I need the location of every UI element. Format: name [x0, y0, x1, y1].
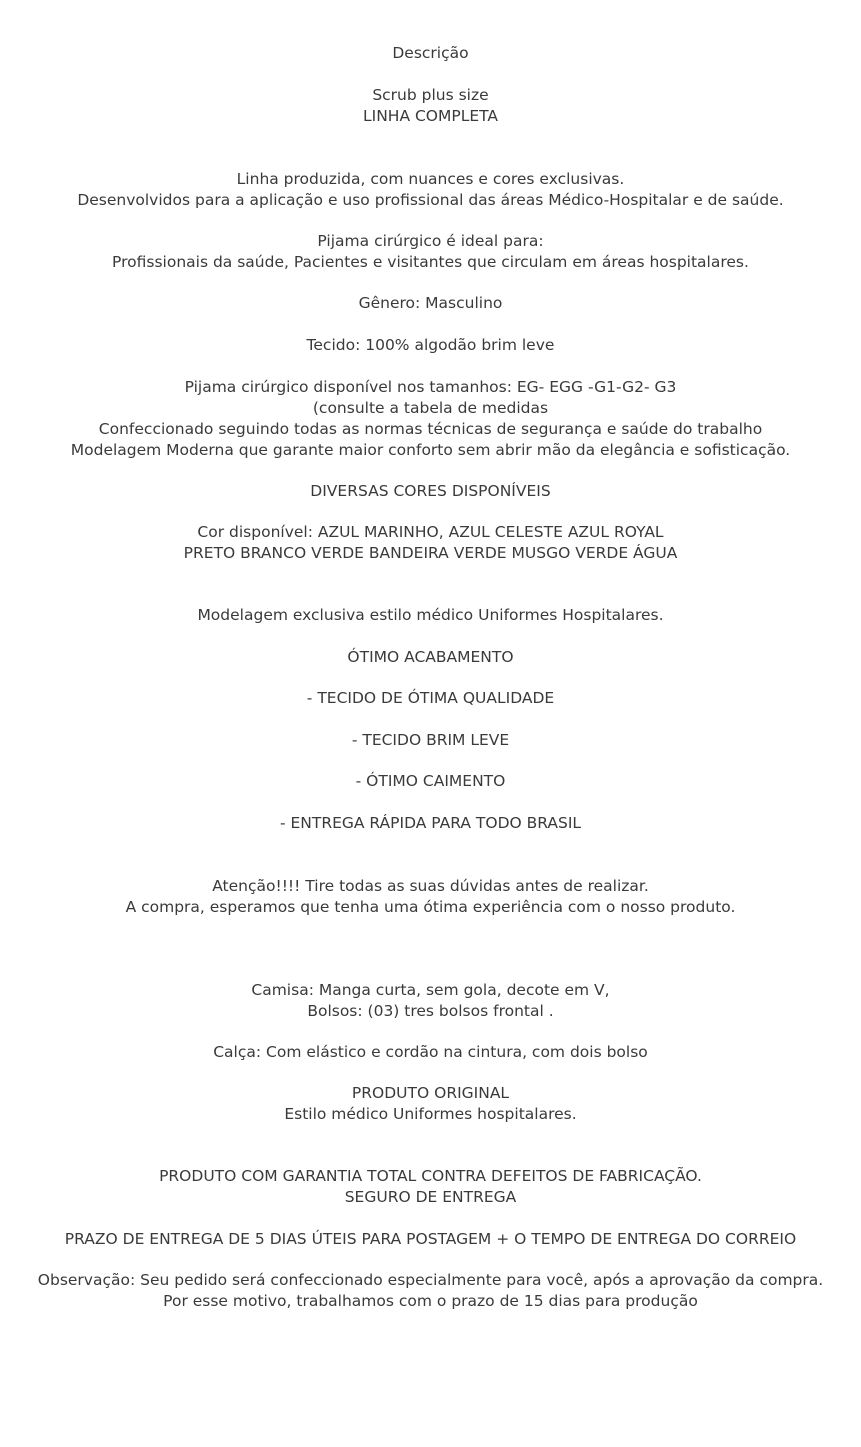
feature-heading: ÓTIMO ACABAMENTO — [347, 648, 514, 666]
delivery-line: PRAZO DE ENTREGA DE 5 DIAS ÚTEIS PARA POSTAGEM + O TEMPO DE ENTREGA DO CORREIO — [64, 1230, 797, 1248]
text-line: Confeccionado seguindo todas as normas técnicas de segurança e saúde do trabalho — [98, 420, 763, 438]
text-line: Modelagem Moderna que garante maior conforto sem abrir mão da elegância e sofisticação. — [70, 441, 791, 459]
feature-item: - TECIDO BRIM LEVE — [351, 731, 510, 749]
sizes-line: Pijama cirúrgico disponível nos tamanhos: EG- EGG -G1-G2- G3 — [184, 378, 677, 396]
text-line: Por esse motivo, trabalhamos com o prazo de 15 dias para produção — [163, 1292, 698, 1310]
feature-item: - ÓTIMO CAIMENTO — [355, 772, 506, 790]
feature-item: - TECIDO DE ÓTIMA QUALIDADE — [306, 689, 555, 707]
text-line: Desenvolvidos para a aplicação e uso profissional das áreas Médico-Hospitalar e de saúde. — [77, 191, 784, 209]
colors-line: Cor disponível: AZUL MARINHO, AZUL CELESTE AZUL ROYAL — [197, 523, 664, 541]
attention-line: Atenção!!!! Tire todas as suas dúvidas antes de realizar. — [212, 877, 649, 895]
note-line: Observação: Seu pedido será confeccionado especialmente para você, após a aprovação da compra. — [37, 1271, 824, 1289]
text-line: Profissionais da saúde, Pacientes e visitantes que circulam em áreas hospitalares. — [112, 253, 749, 271]
product-line: LINHA COMPLETA — [362, 107, 499, 125]
text-line: Estilo médico Uniformes hospitalares. — [284, 1105, 577, 1123]
pants-line: Calça: Com elástico e cordão na cintura, com dois bolso — [213, 1043, 648, 1061]
feature-item: - ENTREGA RÁPIDA PARA TODO BRASIL — [279, 814, 582, 832]
gender-line: Gênero: Masculino — [358, 294, 503, 312]
text-line: Modelagem exclusiva estilo médico Uniformes Hospitalares. — [197, 606, 664, 624]
colors-line: PRETO BRANCO VERDE BANDEIRA VERDE MUSGO VERDE ÁGUA — [183, 544, 678, 562]
product-name: Scrub plus size — [372, 86, 489, 104]
fabric-line: Tecido: 100% algodão brim leve — [306, 336, 555, 354]
warranty-line: PRODUTO COM GARANTIA TOTAL CONTRA DEFEITOS DE FABRICAÇÃO. — [159, 1167, 702, 1185]
pockets-line: Bolsos: (03) tres bolsos frontal . — [307, 1002, 554, 1020]
description-heading: Descrição — [392, 44, 469, 62]
text-line: Linha produzida, com nuances e cores exclusivas. — [236, 170, 625, 188]
colors-heading: DIVERSAS CORES DISPONÍVEIS — [310, 482, 551, 500]
text-line: SEGURO DE ENTREGA — [344, 1188, 517, 1206]
text-line: (consulte a tabela de medidas — [312, 399, 549, 417]
text-line: Pijama cirúrgico é ideal para: — [317, 232, 544, 250]
shirt-line: Camisa: Manga curta, sem gola, decote em V, — [251, 981, 610, 999]
original-heading: PRODUTO ORIGINAL — [351, 1084, 510, 1102]
text-line: A compra, esperamos que tenha uma ótima experiência com o nosso produto. — [125, 898, 736, 916]
